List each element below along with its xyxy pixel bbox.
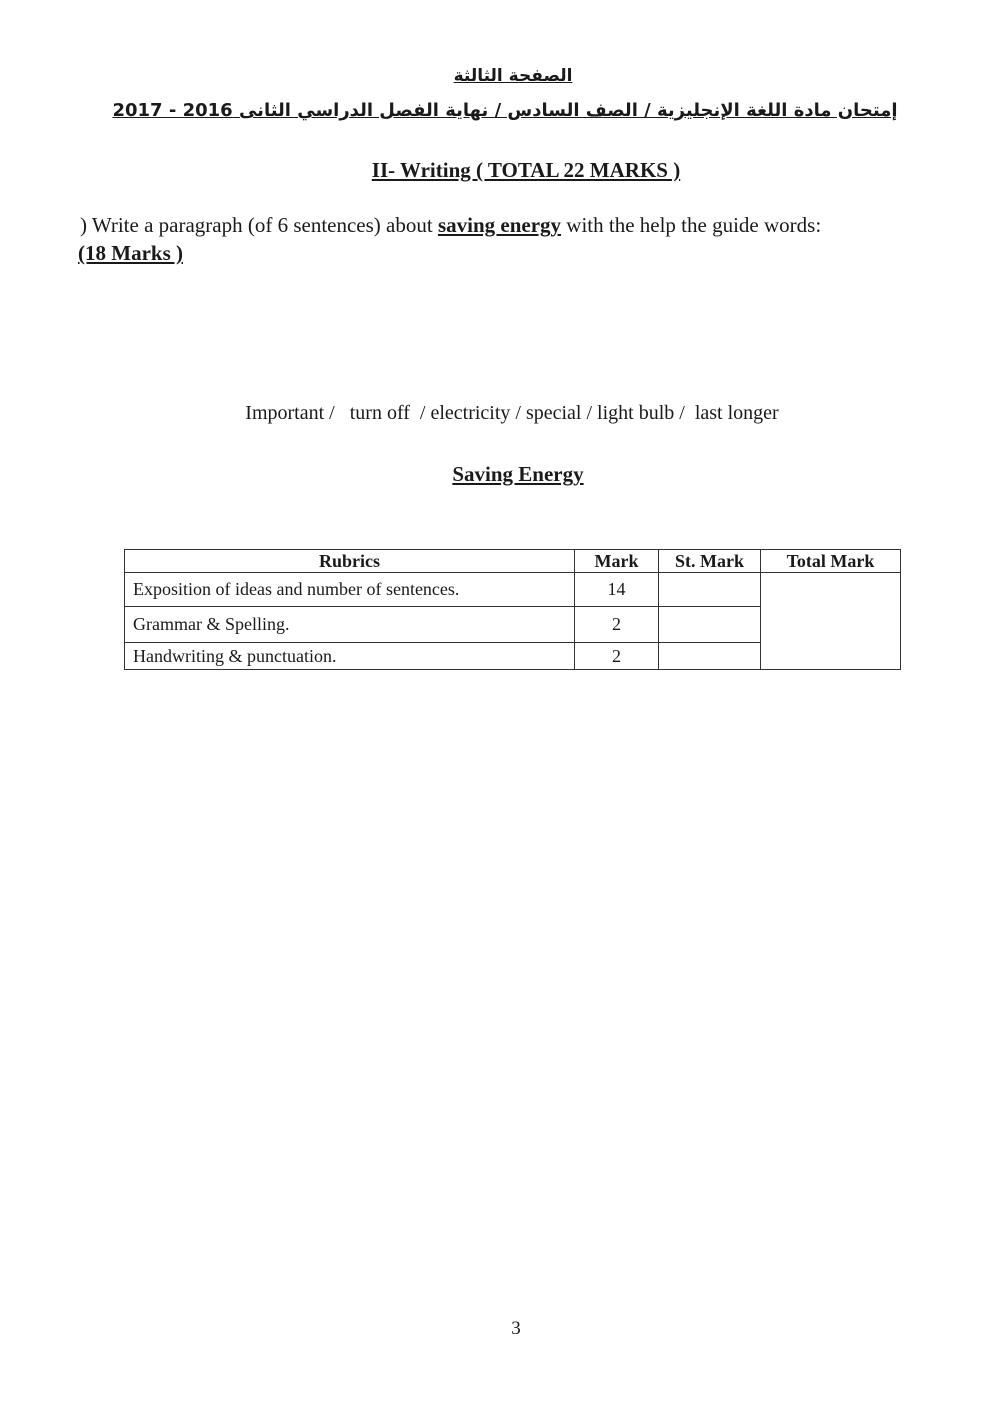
- instruction-topic: saving energy: [437, 213, 562, 237]
- mark-cell: 14: [575, 573, 659, 607]
- rubrics-table: [124, 549, 901, 670]
- header-rubrics: Rubrics: [125, 550, 575, 573]
- student-mark-cell[interactable]: [659, 643, 761, 670]
- header-student-mark: St. Mark: [659, 550, 761, 573]
- essay-title: Saving Energy: [452, 462, 584, 486]
- mark-cell: 2: [575, 607, 659, 643]
- criterion-cell: Exposition of ideas and number of sentences.: [125, 573, 575, 607]
- total-mark-cell[interactable]: [761, 573, 901, 670]
- page-label: الصفحة الثالثة: [453, 66, 573, 86]
- rubrics-header-row: [125, 550, 901, 573]
- guide-words: Important / turn off / electricity / special / light bulb / last longer: [245, 402, 779, 424]
- section-heading: II- Writing ( TOTAL 22 MARKS ): [371, 158, 681, 182]
- marks-note: (18 Marks ): [78, 241, 183, 265]
- student-mark-cell[interactable]: [659, 573, 761, 607]
- exam-title: إمتحان مادة اللغة الإنجليزية / الصف السادس / نهاية الفصل الدراسي الثانى 2016 - 2017: [112, 100, 898, 121]
- page-number: 3: [511, 1318, 521, 1339]
- table-row: [125, 573, 901, 607]
- header-total-mark: Total Mark: [761, 550, 901, 573]
- instruction-suffix: with the help the guide words:: [561, 213, 822, 237]
- instruction-prefix: ) Write a paragraph (of 6 sentences) about: [80, 213, 438, 237]
- student-mark-cell[interactable]: [659, 607, 761, 643]
- criterion-cell: Grammar & Spelling.: [125, 607, 575, 643]
- task-instruction: [80, 213, 821, 238]
- criterion-cell: Handwriting & punctuation.: [125, 643, 575, 670]
- header-mark: Mark: [575, 550, 659, 573]
- mark-cell: 2: [575, 643, 659, 670]
